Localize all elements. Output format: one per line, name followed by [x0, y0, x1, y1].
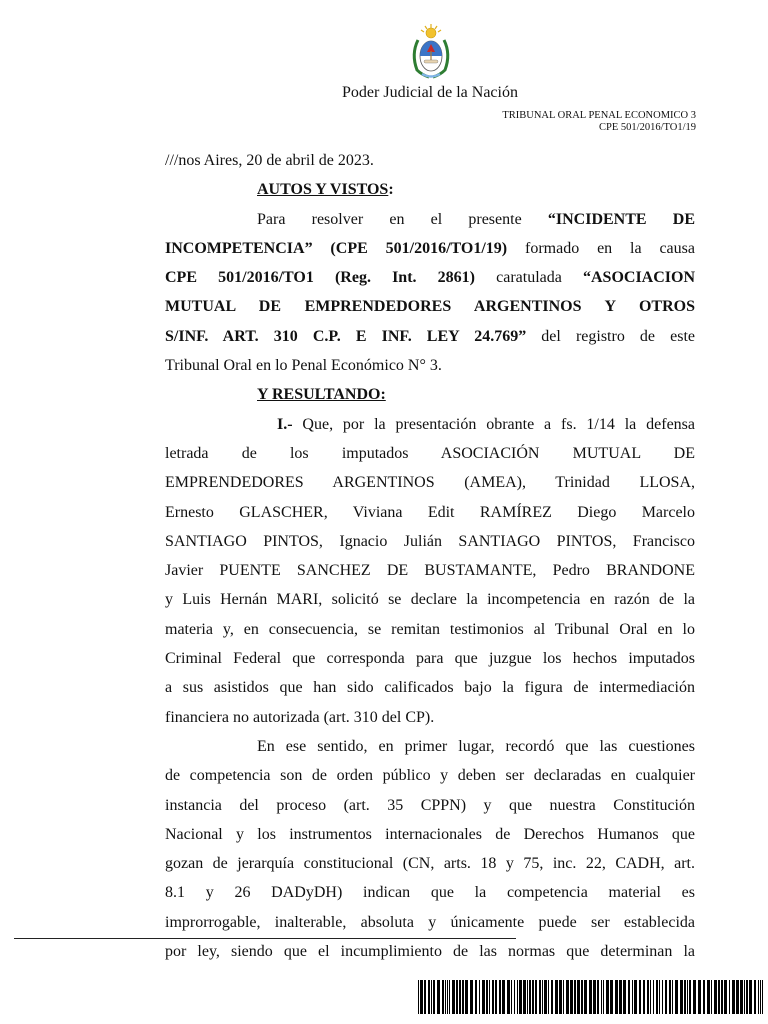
barcode-bar	[714, 980, 717, 1014]
barcode-bar	[449, 980, 450, 1014]
paragraph-3-line: de competencia son de orden público y deben ser declaradas en cualquier	[165, 767, 695, 785]
barcode-bar	[754, 980, 756, 1014]
barcode-bar	[495, 980, 497, 1014]
barcode-bar	[707, 980, 710, 1014]
paragraph-2-line	[165, 410, 695, 439]
paragraph-2-line: SANTIAGO PINTOS, Ignacio Julián SANTIAGO PINTOS, Francisco	[165, 532, 695, 550]
paragraph-1	[165, 205, 695, 381]
barcode-bar	[665, 980, 667, 1014]
barcode-bar	[514, 980, 515, 1014]
paragraph-1-line	[165, 292, 695, 321]
barcode-bar	[431, 980, 432, 1014]
barcode-bar	[559, 980, 562, 1014]
barcode-bar	[492, 980, 494, 1014]
barcode-bar	[511, 980, 512, 1014]
paragraph-1-line	[165, 234, 695, 263]
heading-suffix: :	[388, 181, 394, 199]
heading-y-resultando	[165, 380, 695, 409]
barcode-bar	[475, 980, 477, 1014]
barcode-bar	[729, 980, 730, 1014]
footnote-separator	[14, 938, 516, 939]
paragraph-3-line: instancia del proceso (art. 35 CPPN) y que nuestra Constitución	[165, 796, 695, 814]
barcode-bar	[428, 980, 430, 1014]
barcode-bar	[456, 980, 458, 1014]
paragraph-2-line: y Luis Hernán MARI, solicitó se declare la incompetencia en razón de la	[165, 591, 695, 609]
barcode-bar	[718, 980, 720, 1014]
barcode-bar	[470, 980, 473, 1014]
barcode-bar	[746, 980, 748, 1014]
barcode-bar	[693, 980, 696, 1014]
barcode-bar	[507, 980, 510, 1014]
barcode-bar	[634, 980, 637, 1014]
coat-of-arms-icon	[408, 22, 454, 80]
barcode-bar	[459, 980, 461, 1014]
paragraph-3-line: 8.1 y 26 DADyDH) indican que la competencia material es	[165, 884, 695, 902]
text-run: del registro de este	[526, 327, 695, 345]
paragraph-1-line	[165, 322, 695, 351]
barcode-bar	[551, 980, 553, 1014]
bold-run: “INCIDENTE DE	[547, 210, 695, 228]
paragraph-1-line: Tribunal Oral en lo Penal Económico N° 3.	[165, 357, 442, 375]
barcode-bar	[529, 980, 531, 1014]
barcode-bar	[632, 980, 633, 1014]
barcode-bar	[465, 980, 468, 1014]
barcode-bar	[762, 980, 763, 1014]
barcode-bar	[721, 980, 723, 1014]
paragraph-2-line: a sus asistidos que han sido calificados bajo la figura de intermediación	[165, 679, 695, 697]
paragraph-3-line: gozan de jerarquía constitucional (CN, arts. 18 y 75, inc. 22, CADH, art.	[165, 855, 695, 873]
paragraph-1-line	[165, 205, 695, 234]
heading-text: Y RESULTANDO:	[257, 386, 386, 404]
paragraph-2-line: EMPRENDEDORES ARGENTINOS (AMEA), Trinidad LLOSA,	[165, 474, 695, 492]
barcode-bar	[650, 980, 651, 1014]
barcode-bar	[606, 980, 609, 1014]
barcode-bar	[603, 980, 604, 1014]
text-run: Que, por la presentación obrante a fs. 1/14 la defensa	[292, 415, 695, 433]
barcode-bar	[656, 980, 658, 1014]
barcode-bar	[502, 980, 505, 1014]
ribbon	[422, 74, 440, 77]
paragraph-2-line: materia y, en consecuencia, se remitan testimonios al Tribunal Oral en lo	[165, 620, 695, 638]
bold-run: INCOMPETENCIA” (CPE 501/2016/TO1/19)	[165, 239, 508, 257]
barcode-bar	[442, 980, 444, 1014]
text-run: caratulada	[475, 269, 583, 287]
text-run: Para resolver en el presente	[257, 210, 548, 228]
barcode-bar	[689, 980, 691, 1014]
barcode-bar	[724, 980, 727, 1014]
barcode-bar	[544, 980, 547, 1014]
paragraph-2	[165, 410, 695, 732]
barcode-bar	[570, 980, 573, 1014]
header-case-ref: CPE 501/2016/TO1/19	[599, 122, 696, 133]
barcode-bar	[684, 980, 686, 1014]
barcode-bar	[445, 980, 446, 1014]
barcode-bar	[653, 980, 654, 1014]
paragraph-2-line: letrada de los imputados ASOCIACIÓN MUTUAL DE	[165, 444, 695, 462]
paragraph-3-line: Nacional y los instrumentos internacionales de Derechos Humanos que	[165, 825, 695, 843]
barcode-bar	[740, 980, 743, 1014]
barcode-bar	[482, 980, 485, 1014]
barcode-bar	[584, 980, 587, 1014]
paragraph-marker: I.-	[277, 415, 293, 433]
barcode-bar	[597, 980, 599, 1014]
barcode-bar	[749, 980, 752, 1014]
barcode-bar	[672, 980, 673, 1014]
barcode-bar	[675, 980, 678, 1014]
paragraph-2-line: Javier PUENTE SANCHEZ DE BUSTAMANTE, Pedro BRANDONE	[165, 562, 695, 580]
barcode-bar	[486, 980, 488, 1014]
barcode-bar	[420, 980, 423, 1014]
barcode-bar	[447, 980, 448, 1014]
barcode-bar	[593, 980, 596, 1014]
barcode-bar	[623, 980, 626, 1014]
barcode-bar	[577, 980, 580, 1014]
text-run: formado en la causa	[507, 239, 695, 257]
barcode-bar	[499, 980, 501, 1014]
barcode-bar	[548, 980, 549, 1014]
barcode-bar	[736, 980, 739, 1014]
barcode-bar	[539, 980, 541, 1014]
bold-run: CPE 501/2016/TO1 (Reg. Int. 2861)	[165, 269, 475, 287]
barcode-bar	[527, 980, 528, 1014]
barcode-bar	[479, 980, 480, 1014]
barcode-bar	[615, 980, 618, 1014]
barcode-bar	[581, 980, 583, 1014]
barcode-bar	[452, 980, 455, 1014]
barcode-bar	[610, 980, 613, 1014]
barcode-bar	[523, 980, 526, 1014]
barcode-bar	[669, 980, 671, 1014]
paragraph-2-line: Criminal Federal que corresponda para que juzgue los hechos imputados	[165, 650, 695, 668]
barcode-bar	[418, 980, 419, 1014]
barcode-bar	[589, 980, 592, 1014]
barcode-bar	[489, 980, 490, 1014]
barcode-bar	[662, 980, 663, 1014]
barcode-bar	[601, 980, 602, 1014]
barcode-bar	[555, 980, 558, 1014]
date-line: ///nos Aires, 20 de abril de 2023.	[165, 152, 374, 169]
paragraph-3	[165, 732, 695, 966]
paragraph-3-line: En ese sentido, en primer lugar, recordó que las cuestiones	[257, 737, 695, 755]
barcode-bar	[619, 980, 622, 1014]
paragraph-2-line: financiera no autorizada (art. 310 del CP).	[165, 708, 435, 726]
paragraph-1-line	[165, 263, 695, 292]
barcode-bar	[639, 980, 641, 1014]
barcode-bar	[711, 980, 712, 1014]
barcode-bar	[519, 980, 522, 1014]
barcode-bar	[628, 980, 630, 1014]
heading-text: AUTOS Y VISTOS	[257, 181, 389, 199]
barcode-bar	[659, 980, 660, 1014]
barcode-bar	[517, 980, 518, 1014]
barcode-bar	[462, 980, 464, 1014]
document-body	[165, 146, 695, 966]
bold-run: S/INF. ART. 310 C.P. E INF. LEY 24.769”	[165, 327, 527, 345]
barcode-bar	[647, 980, 649, 1014]
header-tribunal: TRIBUNAL ORAL PENAL ECONOMICO 3	[502, 110, 696, 121]
paragraph-3-line: por ley, siendo que el incumplimiento de las normas que determinan la	[165, 943, 695, 961]
barcode-bar	[698, 980, 701, 1014]
barcode-bar	[758, 980, 759, 1014]
barcode-bar	[744, 980, 745, 1014]
bold-run: MUTUAL DE EMPRENDEDORES ARGENTINOS Y OTROS	[165, 298, 695, 316]
barcode-bar	[760, 980, 761, 1014]
barcode-bar	[703, 980, 705, 1014]
barcode-bar	[643, 980, 645, 1014]
barcode-bar	[563, 980, 564, 1014]
barcode-bar	[680, 980, 683, 1014]
barcode-bar	[574, 980, 576, 1014]
paragraph-3-line: improrrogable, inalterable, absoluta y únicamente puede ser establecida	[165, 913, 695, 931]
barcode-icon	[418, 980, 763, 1014]
barcode-bar	[437, 980, 440, 1014]
paragraph-2-line: Ernesto GLASCHER, Viviana Edit RAMÍREZ Diego Marcelo	[165, 503, 695, 521]
barcode-bar	[566, 980, 569, 1014]
barcode-bar	[532, 980, 534, 1014]
barcode-bar	[424, 980, 426, 1014]
sun	[426, 28, 436, 38]
barcode-bar	[732, 980, 735, 1014]
bold-run: “ASOCIACION	[582, 269, 695, 287]
barcode-bar	[542, 980, 543, 1014]
barcode-bar	[535, 980, 537, 1014]
barcode-bar	[433, 980, 435, 1014]
barcode-bar	[687, 980, 688, 1014]
header-institution: Poder Judicial de la Nación	[342, 84, 518, 101]
heading-autos-y-vistos	[165, 175, 695, 204]
